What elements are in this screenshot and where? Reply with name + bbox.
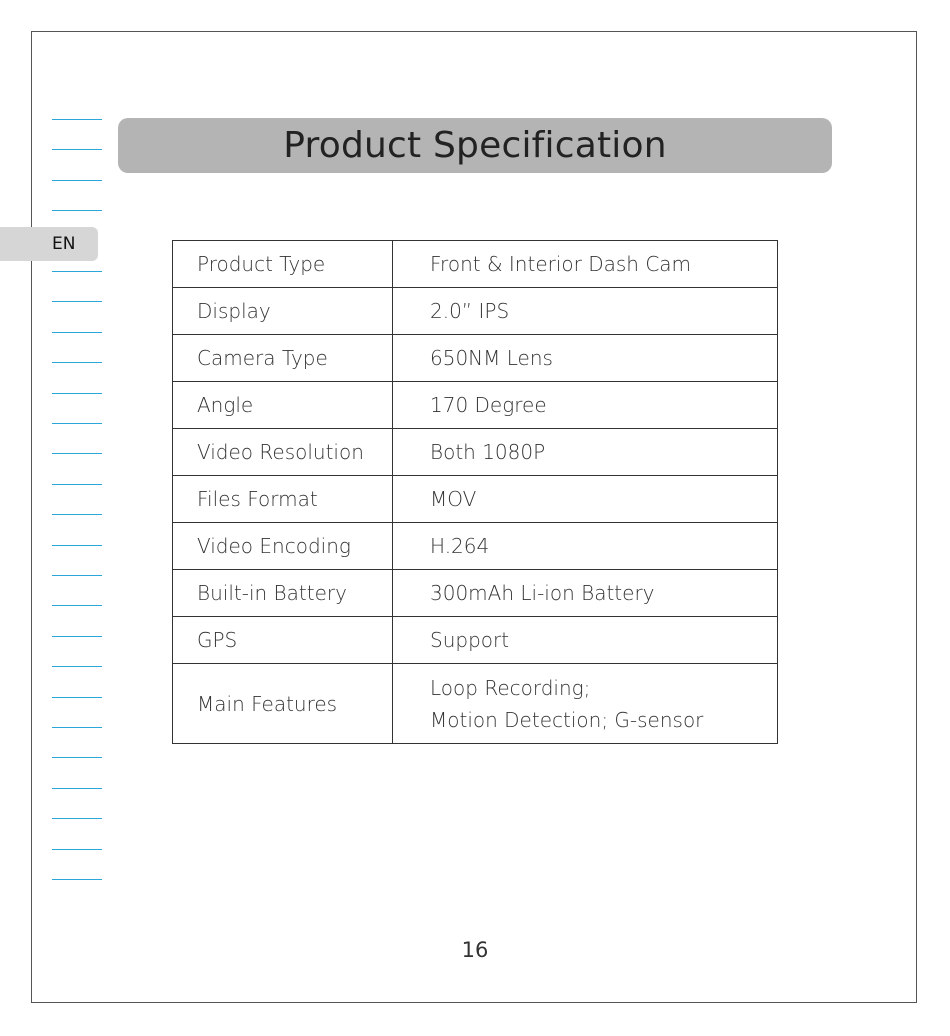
page-number: 16 bbox=[461, 938, 489, 962]
spec-row bbox=[173, 241, 778, 288]
spec-key: Video Encoding bbox=[173, 523, 393, 570]
margin-line bbox=[52, 423, 102, 424]
margin-line bbox=[52, 697, 102, 698]
spec-value-line: MOV bbox=[430, 487, 477, 511]
spec-value-line: Motion Detection; G-sensor bbox=[430, 707, 704, 732]
language-tab[interactable] bbox=[0, 227, 98, 261]
spec-value-line: Support bbox=[430, 628, 510, 652]
spec-value-line: Both 1080P bbox=[430, 440, 546, 464]
margin-line bbox=[52, 180, 102, 181]
margin-line bbox=[52, 362, 102, 363]
spec-value bbox=[393, 335, 778, 382]
spec-value-line: H.264 bbox=[430, 534, 490, 558]
spec-key: Built-in Battery bbox=[173, 570, 393, 617]
title-banner bbox=[118, 118, 832, 173]
spec-row bbox=[173, 429, 778, 476]
margin-line bbox=[52, 575, 102, 576]
margin-line bbox=[52, 818, 102, 819]
spec-value bbox=[393, 382, 778, 429]
language-tab-label: EN bbox=[52, 234, 76, 254]
spec-value-line: Front & Interior Dash Cam bbox=[430, 252, 692, 276]
spec-key: Main Features bbox=[173, 664, 393, 744]
margin-line bbox=[52, 271, 102, 272]
spec-value-line: 650NM Lens bbox=[430, 346, 553, 370]
spec-value bbox=[393, 570, 778, 617]
spec-value-line: 170 Degree bbox=[430, 393, 547, 417]
spec-row bbox=[173, 476, 778, 523]
spec-key: GPS bbox=[173, 617, 393, 664]
spec-row bbox=[173, 382, 778, 429]
spec-value-line: 2.0” IPS bbox=[430, 299, 510, 323]
spec-key: Video Resolution bbox=[173, 429, 393, 476]
spec-key: Angle bbox=[173, 382, 393, 429]
spec-row bbox=[173, 664, 778, 744]
spec-key: Product Type bbox=[173, 241, 393, 288]
spec-value-line: Loop Recording; bbox=[430, 675, 591, 700]
spec-row bbox=[173, 570, 778, 617]
spec-value bbox=[393, 288, 778, 335]
margin-line bbox=[52, 879, 102, 880]
margin-line bbox=[52, 636, 102, 637]
margin-line bbox=[52, 849, 102, 850]
margin-lines bbox=[52, 0, 102, 1036]
margin-line bbox=[52, 514, 102, 515]
margin-line bbox=[52, 301, 102, 302]
spec-row bbox=[173, 617, 778, 664]
spec-value bbox=[393, 476, 778, 523]
spec-value bbox=[393, 664, 778, 744]
page-title: Product Specification bbox=[283, 125, 667, 166]
margin-line bbox=[52, 119, 102, 120]
margin-line bbox=[52, 545, 102, 546]
margin-line bbox=[52, 757, 102, 758]
spec-value bbox=[393, 617, 778, 664]
spec-value bbox=[393, 523, 778, 570]
spec-table bbox=[172, 240, 778, 744]
margin-line bbox=[52, 210, 102, 211]
spec-row bbox=[173, 523, 778, 570]
spec-value-line: 300mAh Li-ion Battery bbox=[430, 581, 655, 605]
margin-line bbox=[52, 453, 102, 454]
margin-line bbox=[52, 332, 102, 333]
spec-row bbox=[173, 335, 778, 382]
margin-line bbox=[52, 393, 102, 394]
spec-key: Camera Type bbox=[173, 335, 393, 382]
spec-row bbox=[173, 288, 778, 335]
margin-line bbox=[52, 149, 102, 150]
margin-line bbox=[52, 605, 102, 606]
margin-line bbox=[52, 666, 102, 667]
spec-key: Display bbox=[173, 288, 393, 335]
margin-line bbox=[52, 484, 102, 485]
spec-value bbox=[393, 241, 778, 288]
margin-line bbox=[52, 788, 102, 789]
margin-line bbox=[52, 727, 102, 728]
spec-value bbox=[393, 429, 778, 476]
spec-key: Files Format bbox=[173, 476, 393, 523]
